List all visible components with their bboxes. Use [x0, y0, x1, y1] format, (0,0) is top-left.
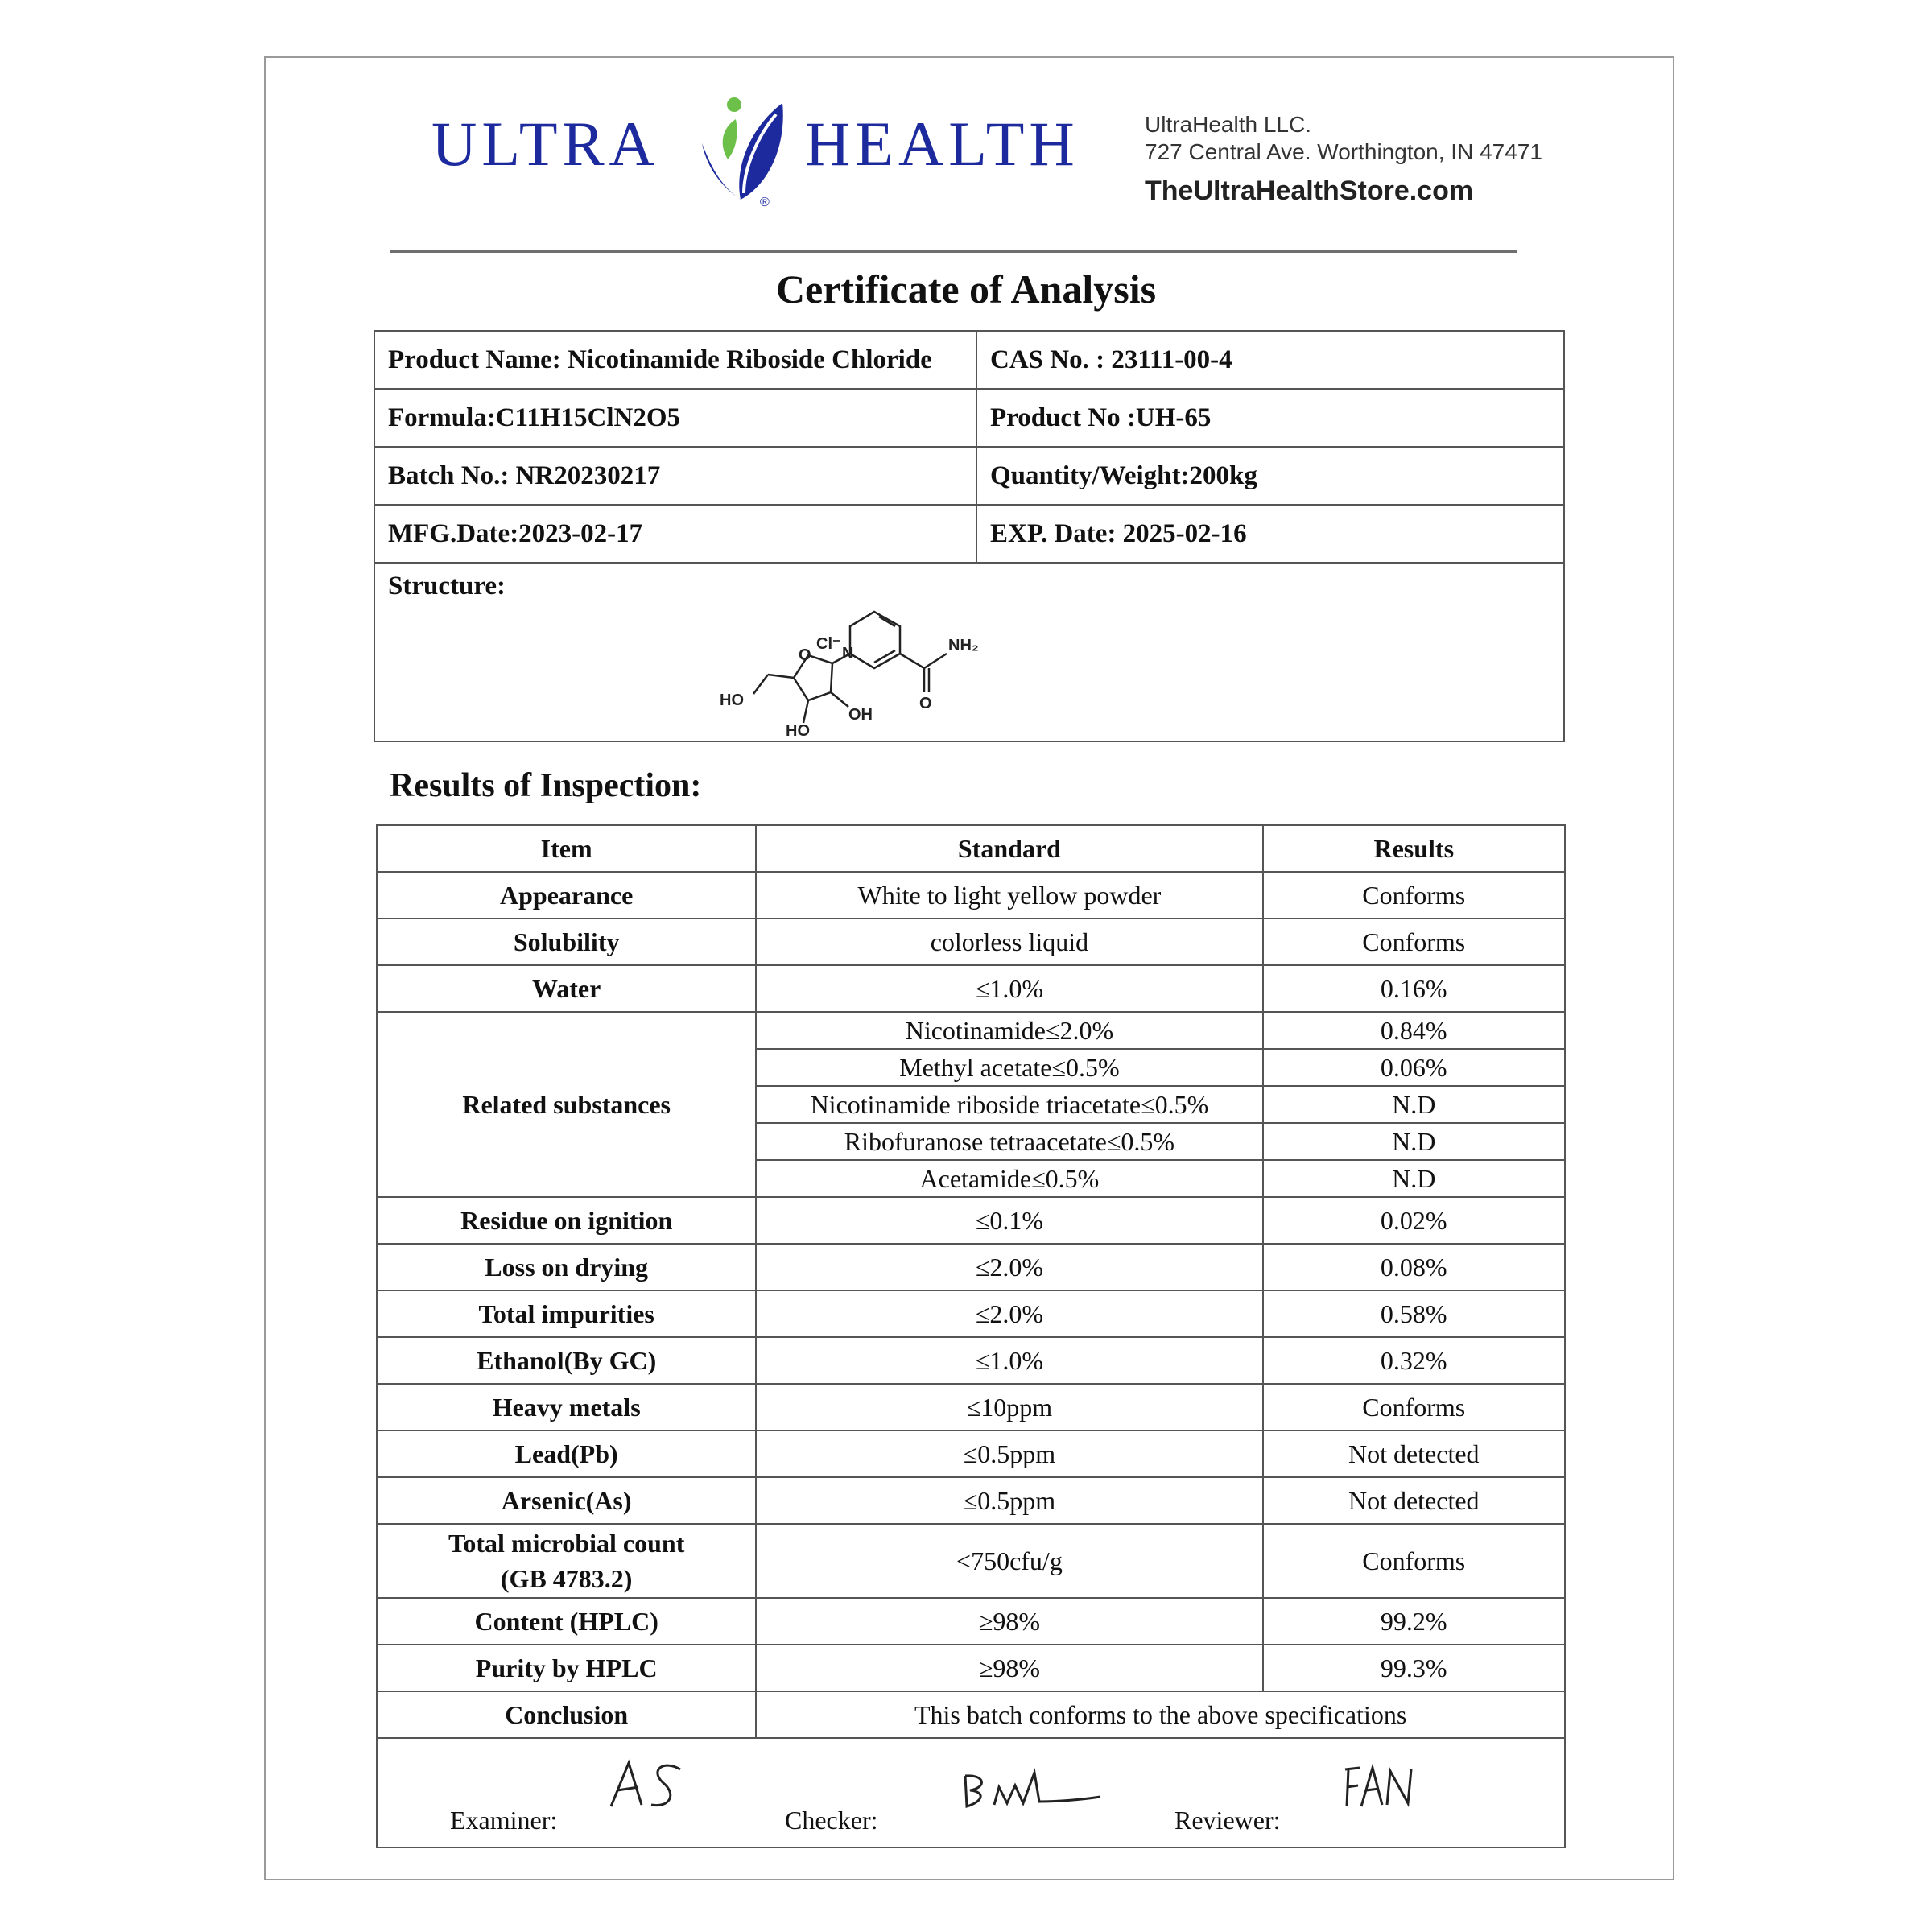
- row-result: 0.58%: [1263, 1290, 1565, 1337]
- row-item: Arsenic(As): [377, 1477, 756, 1524]
- sub-standard: Acetamide≤0.5%: [756, 1160, 1262, 1197]
- sub-result: N.D: [1263, 1123, 1565, 1160]
- row-item: Residue on ignition: [377, 1197, 756, 1244]
- mol-label-cl: Cl⁻: [816, 635, 841, 653]
- company-info: [1145, 111, 1542, 207]
- col-header-standard: Standard: [756, 825, 1262, 872]
- results-section-title: Results of Inspection:: [390, 767, 702, 804]
- microbial-item-line1: Total microbial count: [448, 1529, 685, 1558]
- table-row: [377, 1384, 1565, 1430]
- table-row: [377, 1524, 1565, 1598]
- formula: Formula:C11H15ClN2O5: [374, 389, 976, 447]
- results-header-row: [377, 825, 1565, 872]
- row-standard: ≤0.1%: [756, 1197, 1262, 1244]
- signature-row: [377, 1738, 1565, 1847]
- row-standard: White to light yellow powder: [756, 872, 1262, 919]
- structure-label: Structure:: [388, 572, 506, 601]
- row-item: Ethanol(By GC): [377, 1337, 756, 1384]
- row-standard: ≤0.5ppm: [756, 1477, 1262, 1524]
- col-header-results: Results: [1263, 825, 1565, 872]
- examiner-label: Examiner:: [450, 1806, 558, 1835]
- examiner-sig-text: AS: [606, 1755, 608, 1756]
- table-row: [377, 1337, 1565, 1384]
- row-result: Conforms: [1263, 1384, 1565, 1430]
- reviewer-signature: [1340, 1757, 1429, 1821]
- col-header-item: Item: [377, 825, 756, 872]
- related-substances-item: Related substances: [377, 1012, 756, 1197]
- checker-signature: [959, 1757, 1104, 1821]
- sub-standard: Ribofuranose tetraacetate≤0.5%: [756, 1123, 1262, 1160]
- table-row: [377, 1645, 1565, 1691]
- mol-label-o-ring: O: [799, 646, 811, 664]
- conclusion-text: This batch conforms to the above specifications: [756, 1691, 1565, 1738]
- table-row: [377, 965, 1565, 1012]
- mol-label-ho-2: HO: [786, 722, 810, 739]
- info-row: [374, 389, 1564, 447]
- quantity-weight: Quantity/Weight:200kg: [976, 447, 1564, 505]
- table-row: [377, 1477, 1565, 1524]
- sub-standard: Nicotinamide riboside triacetate≤0.5%: [756, 1086, 1262, 1123]
- company-website: TheUltraHealthStore.com: [1145, 175, 1474, 206]
- row-standard: ≤2.0%: [756, 1244, 1262, 1290]
- row-item: Purity by HPLC: [377, 1645, 756, 1691]
- row-item: Lead(Pb): [377, 1430, 756, 1477]
- mol-label-nh2: NH₂: [948, 637, 979, 654]
- table-row: [377, 919, 1565, 965]
- row-standard: ≤10ppm: [756, 1384, 1262, 1430]
- row-result: Conforms: [1263, 1524, 1565, 1598]
- row-standard: ≤1.0%: [756, 1337, 1262, 1384]
- logo-text-health: HEALTH: [805, 109, 1080, 179]
- document-title: Certificate of Analysis: [775, 266, 1157, 312]
- mol-label-o-amide: O: [919, 695, 932, 712]
- row-result: Conforms: [1263, 872, 1565, 919]
- row-standard: ≥98%: [756, 1598, 1262, 1645]
- reviewer-label: Reviewer:: [1174, 1806, 1281, 1835]
- row-standard: ≤0.5ppm: [756, 1430, 1262, 1477]
- sub-standard: Nicotinamide≤2.0%: [756, 1012, 1262, 1049]
- table-row: [377, 1430, 1565, 1477]
- row-item: Water: [377, 965, 756, 1012]
- row-standard: ≥98%: [756, 1645, 1262, 1691]
- structure-cell: [374, 563, 1564, 741]
- row-result: 99.2%: [1263, 1598, 1565, 1645]
- row-item: Solubility: [377, 919, 756, 965]
- table-row: [377, 1691, 1565, 1738]
- mol-label-oh: OH: [848, 706, 873, 724]
- row-standard: ≤1.0%: [756, 965, 1262, 1012]
- table-row: [377, 872, 1565, 919]
- row-result: 0.32%: [1263, 1337, 1565, 1384]
- row-item: Loss on drying: [377, 1244, 756, 1290]
- row-result: Not detected: [1263, 1477, 1565, 1524]
- company-address: 727 Central Ave. Worthington, IN 47471: [1145, 139, 1542, 164]
- table-row: [377, 1012, 1565, 1049]
- sub-result: 0.06%: [1263, 1049, 1565, 1086]
- table-row: [377, 1598, 1565, 1645]
- row-result: 0.02%: [1263, 1197, 1565, 1244]
- product-info-table: [374, 330, 1565, 742]
- conclusion-item: Conclusion: [377, 1691, 756, 1738]
- microbial-item-line2: (GB 4783.2): [500, 1564, 633, 1593]
- table-row: [377, 1197, 1565, 1244]
- row-item: Heavy metals: [377, 1384, 756, 1430]
- examiner-signature: [606, 1755, 695, 1819]
- table-row: [377, 1244, 1565, 1290]
- info-row: [374, 447, 1564, 505]
- row-result: 0.08%: [1263, 1244, 1565, 1290]
- exp-date: EXP. Date: 2025-02-16: [976, 505, 1564, 563]
- mol-label-n: N: [842, 645, 854, 663]
- table-row: [377, 1290, 1565, 1337]
- cas-number: CAS No. : 23111-00-4: [976, 331, 1564, 389]
- product-number: Product No :UH-65: [976, 389, 1564, 447]
- company-name: UltraHealth LLC.: [1145, 112, 1311, 137]
- row-result: Not detected: [1263, 1430, 1565, 1477]
- leaf-logo-icon: [686, 87, 791, 208]
- molecule-structure-icon: [713, 594, 987, 739]
- header-divider: [390, 250, 1517, 253]
- sub-result: N.D: [1263, 1086, 1565, 1123]
- sub-result: 0.84%: [1263, 1012, 1565, 1049]
- mfg-date: MFG.Date:2023-02-17: [374, 505, 976, 563]
- sub-result: N.D: [1263, 1160, 1565, 1197]
- structure-row: [374, 563, 1564, 741]
- info-row: [374, 505, 1564, 563]
- row-item: Appearance: [377, 872, 756, 919]
- product-name: Product Name: Nicotinamide Riboside Chloride: [374, 331, 976, 389]
- logo-text-ultra: ULTRA: [431, 109, 659, 179]
- batch-number: Batch No.: NR20230217: [374, 447, 976, 505]
- row-standard: ≤2.0%: [756, 1290, 1262, 1337]
- row-standard: <750cfu/g: [756, 1524, 1262, 1598]
- registered-mark: ®: [760, 196, 770, 208]
- sub-standard: Methyl acetate≤0.5%: [756, 1049, 1262, 1086]
- results-table: [376, 824, 1566, 1848]
- checker-label: Checker:: [785, 1806, 878, 1835]
- info-row: [374, 331, 1564, 389]
- row-item: Content (HPLC): [377, 1598, 756, 1645]
- mol-label-ho-1: HO: [720, 691, 744, 709]
- row-item: Total impurities: [377, 1290, 756, 1337]
- microbial-item: [377, 1524, 756, 1598]
- row-result: Conforms: [1263, 919, 1565, 965]
- row-result: 99.3%: [1263, 1645, 1565, 1691]
- signature-cell: [377, 1738, 1565, 1847]
- row-standard: colorless liquid: [756, 919, 1262, 965]
- row-result: 0.16%: [1263, 965, 1565, 1012]
